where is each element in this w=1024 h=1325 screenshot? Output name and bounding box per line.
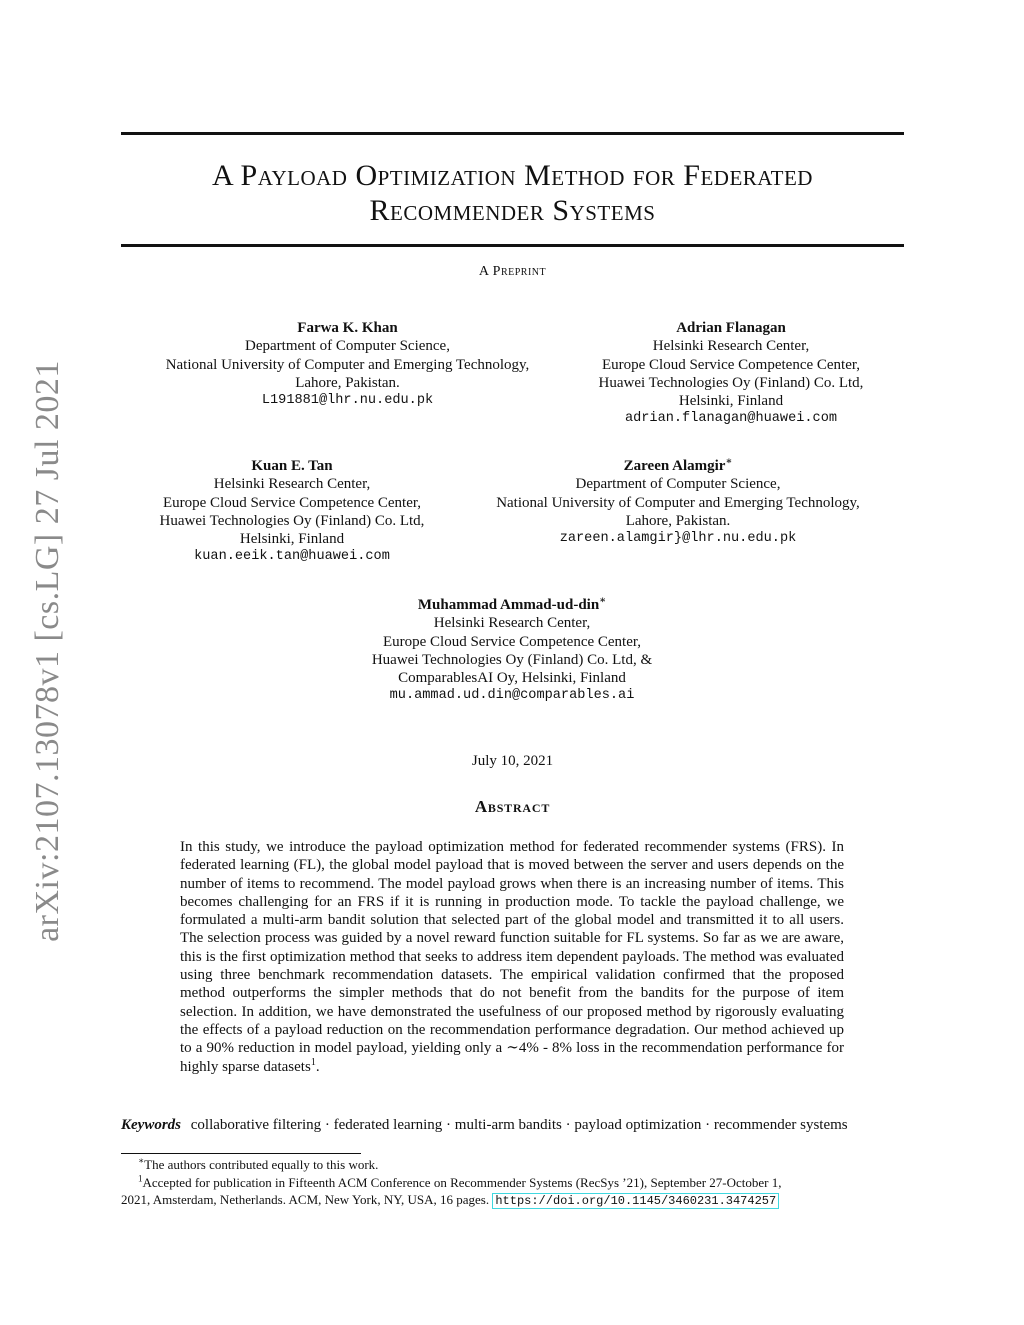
author-affiliation: Europe Cloud Service Competence Center, xyxy=(382,633,642,650)
keywords-list: collaborative filtering · federated learning · multi-arm bandits · payload optimization · recommender systems xyxy=(190,1117,848,1133)
footnote-publication: $^1$Accepted for publication in Fifteenth ACM Conference on Recommender Systems (RecSys ’21), September 27-October 1, xyxy=(138,1173,782,1190)
title-rule-top xyxy=(121,132,904,135)
title-line-2: Recommender Systems xyxy=(369,194,656,227)
equal-contribution-marker: ∗ xyxy=(725,456,733,467)
footnote-ref[interactable]: 1 xyxy=(310,1056,316,1068)
keywords-line xyxy=(121,1117,911,1134)
paper-title xyxy=(121,158,904,228)
author-name: Adrian Flanagan xyxy=(676,320,786,336)
author-email[interactable]: kuan.eeik.tan@huawei.com xyxy=(194,549,390,565)
arxiv-identifier: arXiv:2107.13078v1 [cs.LG] 27 Jul 2021 xyxy=(29,360,66,942)
author-affiliation: National University of Computer and Emerging Technology, xyxy=(496,494,860,511)
footnote-equal-contribution: ∗The authors contributed equally to this work. xyxy=(138,1155,379,1172)
publication-date: July 10, 2021 xyxy=(471,753,554,769)
footnote-marker: 1 xyxy=(138,1173,143,1184)
keywords-label: Keywords xyxy=(121,1117,181,1133)
abstract-body-text: In this study, we introduce the payload optimization method for federated recommender systems (FRS). In federated learning (FL), the global model payload that is moved between the server and users depends on the number of items to recommend. The model payload grows when there is an increasing number of items. This becomes challenging for an FRS if it is running in production mode. To tackle the payload challenge, we formulated a multi-arm bandit solution that selected part of the global model and transmitted it to all users. The selection process was guided by a novel reward function suitable for FL systems. So far as we are aware, this is the first optimization method that seeks to address item dependent payloads. The method was evaluated using three benchmark recommendation datasets. The empirical validation confirmed that the proposed method outperforms the simpler methods that do not benefit from the bandits for the purpose of item selection. In addition, we have demonstrated the usefulness of our proposed method by rigorously evaluating the effects of a payload reduction on the recommendation performance degradation. Our method achieved up to a 90% reduction in model payload, yielding only a ∼4% - 8% loss in the recommendation performance for highly sparse datasets xyxy=(180,839,844,1075)
author-affiliation: ComparablesAI Oy, Helsinki, Finland xyxy=(398,670,626,687)
author-affiliation: Helsinki Research Center, xyxy=(433,615,591,632)
footnotes xyxy=(121,1156,911,1211)
footnote-publication-cont: 2021, Amsterdam, Netherlands. ACM, New York, NY, USA, 16 pages. https://doi.org/10.1145/3460231.3474257 xyxy=(121,1191,911,1211)
title-line-1: A Payload Optimization Method for Federated xyxy=(212,159,813,192)
author-affiliation: Helsinki Research Center, xyxy=(652,338,810,355)
author-affiliation: National University of Computer and Emerging Technology, xyxy=(165,356,530,373)
author-affiliation: Helsinki, Finland xyxy=(239,531,345,548)
abstract-end: . xyxy=(315,1058,320,1075)
author-affiliation: Helsinki Research Center, xyxy=(213,476,371,493)
author-affiliation: Lahore, Pakistan. xyxy=(295,374,400,391)
author-affiliation: Department of Computer Science, xyxy=(245,338,450,355)
footnote-marker: ∗ xyxy=(138,1155,145,1166)
abstract-text xyxy=(180,838,844,1076)
doi-link[interactable]: https://doi.org/10.1145/3460231.3474257 xyxy=(492,1193,779,1209)
author-email[interactable]: L191881@lhr.nu.edu.pk xyxy=(261,393,434,409)
author-block xyxy=(560,319,902,429)
author-affiliation: Huawei Technologies Oy (Finland) Co. Ltd, xyxy=(598,374,864,391)
author-affiliation: Europe Cloud Service Competence Center, xyxy=(162,494,422,511)
author-email[interactable]: zareen.alamgir}@lhr.nu.edu.pk xyxy=(559,531,797,547)
author-email[interactable]: adrian.flanagan@huawei.com xyxy=(624,411,838,427)
author-block xyxy=(300,596,724,706)
author-block xyxy=(120,457,464,567)
author-name: Zareen Alamgir∗ xyxy=(623,456,733,474)
preprint-label: A Preprint xyxy=(478,264,547,279)
footnote-divider xyxy=(121,1153,361,1154)
author-name: Kuan E. Tan xyxy=(251,458,333,474)
author-affiliation: Huawei Technologies Oy (Finland) Co. Ltd, xyxy=(159,512,425,529)
author-block xyxy=(120,319,575,410)
equal-contribution-marker: ∗ xyxy=(599,595,607,606)
author-affiliation: Lahore, Pakistan. xyxy=(625,512,731,529)
author-affiliation: Helsinki, Finland xyxy=(678,393,784,410)
abstract-heading: Abstract xyxy=(474,797,551,816)
author-name: Farwa K. Khan xyxy=(297,320,398,336)
author-affiliation: Department of Computer Science, xyxy=(575,476,781,493)
author-email[interactable]: mu.ammad.ud.din@comparables.ai xyxy=(389,688,635,704)
author-affiliation: Europe Cloud Service Competence Center, xyxy=(601,356,861,373)
author-name: Muhammad Ammad-ud-din∗ xyxy=(417,595,607,613)
author-block xyxy=(460,457,896,548)
title-rule-bottom xyxy=(121,244,904,247)
author-affiliation: Huawei Technologies Oy (Finland) Co. Ltd, & xyxy=(371,651,653,668)
